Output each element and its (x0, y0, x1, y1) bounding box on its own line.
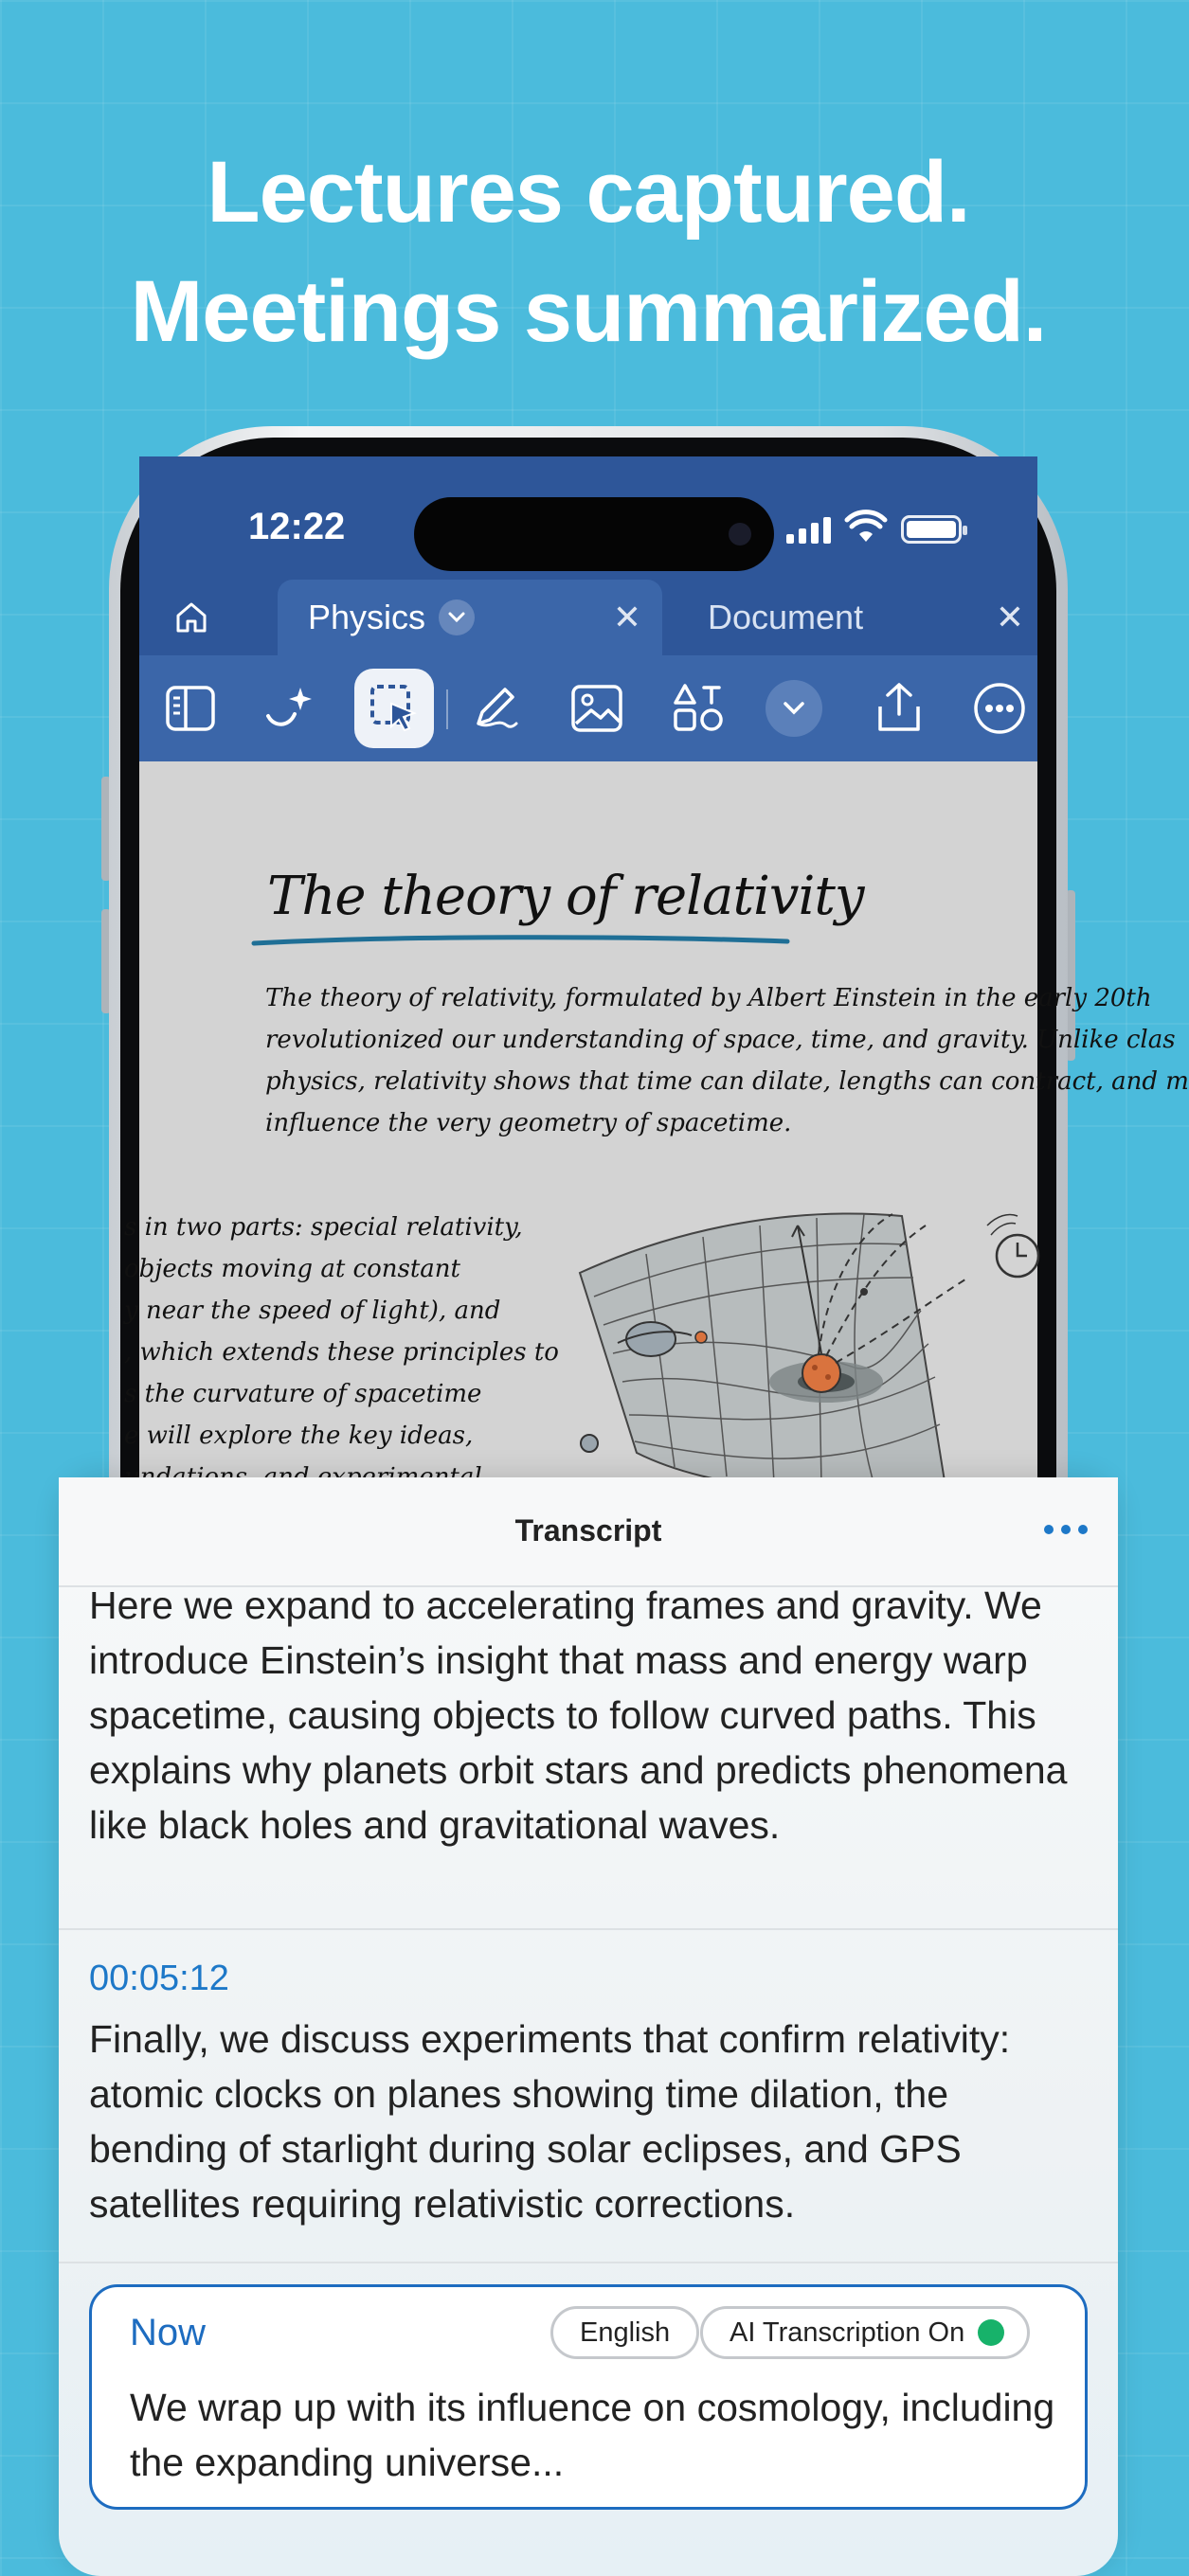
ai-assist-button[interactable] (251, 669, 331, 748)
title-underline (251, 934, 791, 949)
headline (0, 133, 1177, 371)
battery-icon (901, 515, 962, 544)
paragraph-line: The theory of relativity, formulated by Albert Einstein in the early 20th (265, 984, 1152, 1012)
more-tools-button[interactable] (754, 669, 834, 748)
column-line: objects moving at constant (124, 1255, 460, 1283)
ai-transcription-label: AI Transcription On (730, 2317, 965, 2348)
transcript-panel (59, 1477, 1118, 2576)
paragraph-line: influence the very geometry of spacetime. (265, 1109, 792, 1137)
column-line: s in two parts: special relativity, (124, 1213, 523, 1242)
image-icon (570, 684, 623, 733)
close-icon[interactable]: ✕ (612, 598, 641, 636)
share-icon (874, 682, 924, 735)
column-line: e will explore the key ideas, (124, 1422, 474, 1450)
transcript-segment-text: Here we expand to accelerating frames and gravity. We introduce Einstein’s insight that mass and energy warp spacetime, causing objects to follow curved paths. This explains why planets orbit stars and predicts phenomena like black holes and gravitational waves. (89, 1583, 1068, 1847)
live-transcript-box (89, 2284, 1088, 2510)
home-icon (172, 599, 210, 636)
more-options-button[interactable] (960, 669, 1039, 748)
status-time: 12:22 (248, 506, 346, 547)
live-status-dot-icon (978, 2319, 1004, 2346)
document-paragraph (265, 977, 1189, 1144)
paragraph-line: physics, relativity shows that time can dilate, lengths can contract, and m (265, 1067, 1189, 1096)
ai-transcription-toggle[interactable] (700, 2306, 1030, 2359)
image-button[interactable] (557, 669, 637, 748)
camera-icon (729, 523, 751, 546)
document-title: The theory of relativity (267, 866, 864, 927)
wifi-icon (846, 513, 886, 544)
headline-line-1: Lectures captured. (207, 144, 970, 241)
tab-label: Physics (308, 598, 426, 636)
column-line: y near the speed of light), and (124, 1297, 501, 1325)
toolbar-separator (446, 689, 448, 729)
transcript-title: Transcript (514, 1513, 662, 1547)
segment-timestamp[interactable]: 00:05:12 (89, 1959, 229, 1998)
language-label: English (580, 2317, 671, 2348)
chevron-down-icon[interactable] (439, 599, 475, 635)
headline-line-2: Meetings summarized. (130, 263, 1047, 360)
tab-document[interactable] (670, 580, 1045, 655)
tab-bar (139, 580, 1037, 655)
share-button[interactable] (859, 669, 939, 748)
chevron-down-icon (766, 680, 822, 737)
paragraph-line: revolutionized our understanding of space, time, and gravity. Unlike clas (265, 1026, 1176, 1054)
toolbar (139, 655, 1037, 761)
transcript-segment-text: Finally, we discuss experiments that confirm relativity: atomic clocks on planes showing time dilation, the bending of starlight during solar eclipses, and GPS satellites requiring relativistic corrections. (89, 2017, 1011, 2226)
live-label: Now (130, 2312, 207, 2353)
status-bar (139, 456, 1037, 580)
spacetime-illustration (570, 1188, 1063, 1500)
segment-divider (59, 2262, 1118, 2263)
language-pill[interactable] (550, 2306, 699, 2359)
more-icon (972, 681, 1027, 736)
tab-physics[interactable] (278, 580, 662, 655)
document-column (124, 1207, 559, 1498)
lasso-select-button[interactable] (354, 669, 434, 748)
shapes-button[interactable] (658, 669, 738, 748)
segment-divider (59, 1928, 1118, 1930)
signal-icon (786, 517, 831, 544)
dynamic-island (414, 497, 774, 571)
sidebar-button[interactable] (151, 669, 230, 748)
column-line: s the curvature of spacetime (124, 1380, 482, 1408)
transcript-header (59, 1477, 1118, 1587)
more-options-icon[interactable] (1044, 1525, 1088, 1534)
shapes-icon (672, 682, 725, 735)
ai-sparkle-icon (264, 682, 317, 735)
sidebar-icon (165, 685, 216, 732)
tab-label: Document (708, 598, 864, 636)
home-button[interactable] (163, 593, 220, 642)
pen-icon (469, 682, 522, 735)
close-icon[interactable]: ✕ (995, 598, 1024, 636)
column-line: , which extends these principles to (124, 1338, 559, 1367)
pen-button[interactable] (456, 669, 535, 748)
status-icons (786, 513, 962, 544)
lasso-select-icon (367, 681, 422, 736)
live-transcript-text: We wrap up with its influence on cosmology, including the expanding universe... (130, 2386, 1055, 2484)
